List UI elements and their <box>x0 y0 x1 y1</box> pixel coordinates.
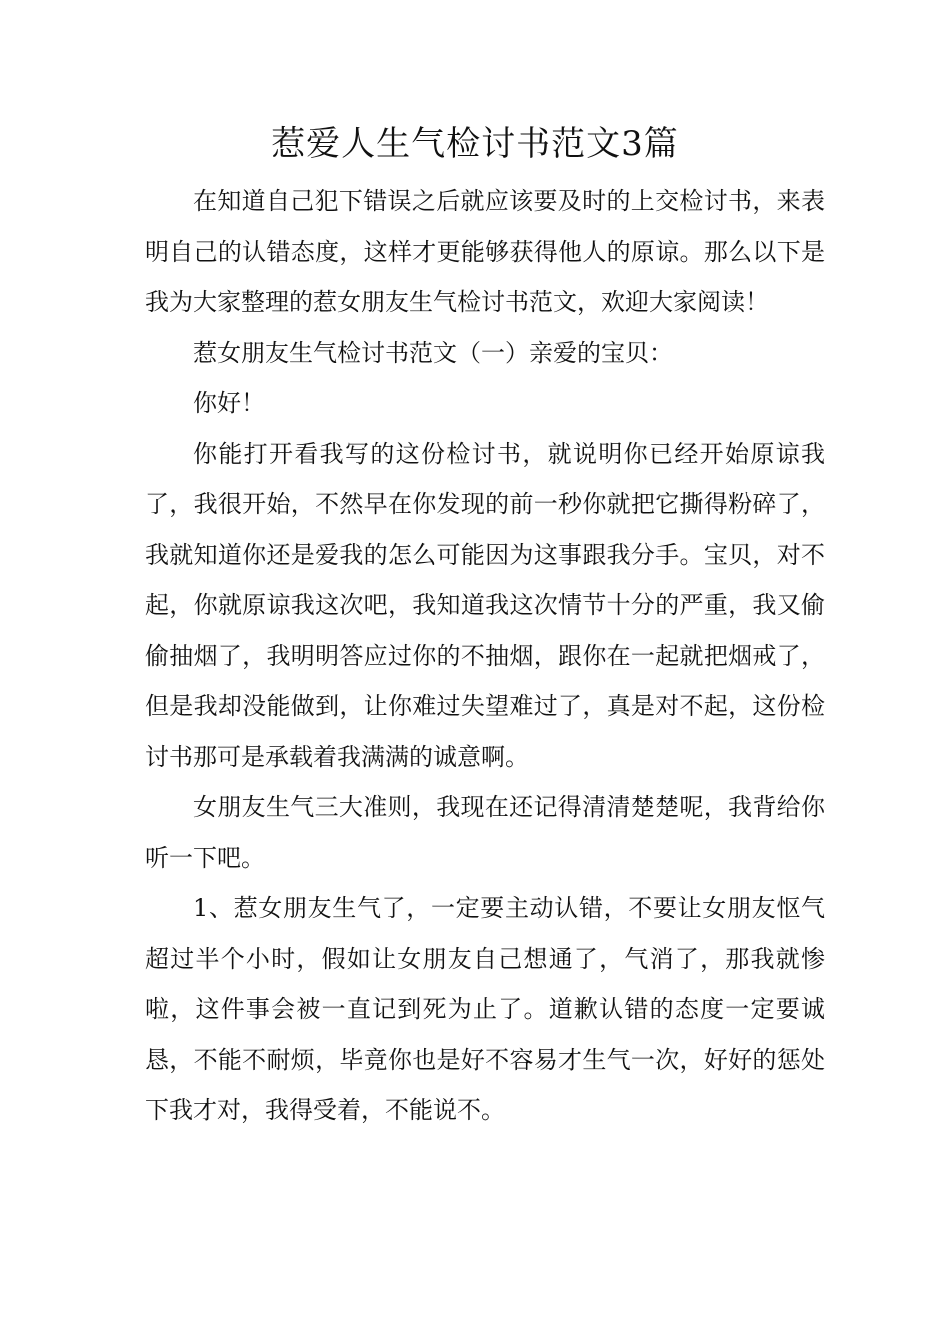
paragraph-rules-intro: 女朋友生气三大准则，我现在还记得清清楚楚呢，我背给你听一下吧。 <box>145 793 825 872</box>
paragraph-rule-one: 1、惹女朋友生气了，一定要主动认错，不要让女朋友怄气超过半个小时，假如让女朋友自己想通了，气消了，那我就惨啦，这件事会被一直记到死为止了。道歉认错的态度一定要诚恳，不能不耐烦，毕竟你也是好不容易才生气一次，好好的惩处下我才对，我得受着，不能说不。 <box>145 894 825 1124</box>
paragraph-greeting: 你好！ <box>193 389 265 417</box>
document-title: 惹爱人生气检讨书范文3篇 <box>271 124 679 164</box>
paragraph-heading-one: 惹女朋友生气检讨书范文（一）亲爱的宝贝： <box>193 338 673 367</box>
paragraph-apology: 你能打开看我写的这份检讨书，就说明你已经开始原谅我了，我很开始，不然早在你发现的前一秒你就把它撕得粉碎了，我就知道你还是爱我的怎么可能因为这事跟我分手。宝贝，对不起，你就原谅我这次吧，我知道我这次情节十分的严重，我又偷偷抽烟了，我明明答应过你的不抽烟，跟你在一起就把烟戒了，但是我却没能做到，让你难过失望难过了，真是对不起，这份检讨书那可是承载着我满满的诚意啊。 <box>145 439 825 771</box>
paragraph-intro: 在知道自己犯下错误之后就应该要及时的上交检讨书，来表明自己的认错态度，这样才更能够获得他人的原谅。那么以下是我为大家整理的惹女朋友生气检讨书范文，欢迎大家阅读！ <box>145 187 825 316</box>
document-body <box>145 176 825 1136</box>
